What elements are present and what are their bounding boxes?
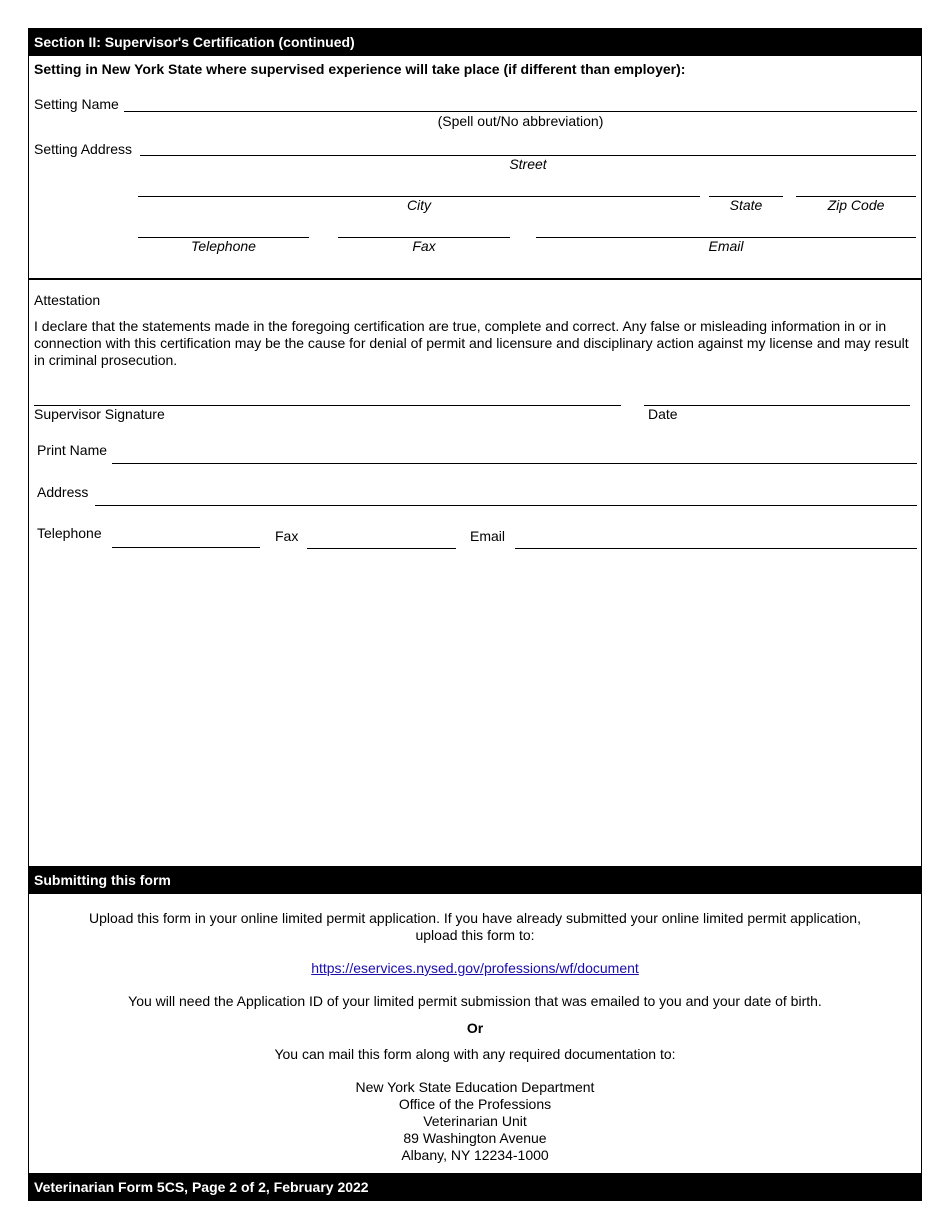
mail-instructions: You can mail this form along with any required documentation to:: [274, 1046, 676, 1062]
section-header: Section II: Supervisor's Certification (continued): [28, 28, 922, 56]
city-caption: City: [406, 197, 432, 213]
fax-label: Fax: [275, 528, 299, 544]
address-line: 89 Washington Avenue: [403, 1130, 547, 1146]
date-field[interactable]: [644, 405, 910, 406]
setting-name-label: Setting Name: [34, 96, 119, 112]
email-label: Email: [470, 528, 506, 544]
address-line: Albany, NY 12234-1000: [401, 1147, 549, 1163]
address-line: Office of the Professions: [398, 1096, 552, 1112]
form-footer: Veterinarian Form 5CS, Page 2 of 2, February 2022: [28, 1173, 922, 1201]
date-label: Date: [648, 406, 678, 422]
state-caption: State: [729, 197, 763, 213]
attestation-title: Attestation: [34, 292, 101, 308]
upload-link[interactable]: https://eservices.nysed.gov/professions/wf/document: [311, 960, 639, 976]
telephone-field[interactable]: [112, 547, 260, 548]
fax-field[interactable]: [307, 548, 456, 549]
street-caption: Street: [509, 156, 547, 172]
mailing-address: [28, 1079, 922, 1164]
print-name-label: Print Name: [37, 442, 108, 458]
address-label: Address: [37, 484, 89, 500]
address-line: Veterinarian Unit: [423, 1113, 527, 1129]
signature-label: Supervisor Signature: [34, 406, 165, 422]
address-line: New York State Education Department: [355, 1079, 595, 1095]
setting-name-caption: (Spell out/No abbreviation): [437, 113, 604, 129]
setting-heading: Setting in New York State where supervised experience will take place (if different than employer):: [34, 61, 686, 77]
application-id-note: You will need the Application ID of your limited permit submission that was emailed to you and your date of birth.: [128, 993, 822, 1009]
setting-telephone-caption: Telephone: [191, 238, 256, 254]
section-divider: [28, 278, 922, 280]
setting-address-label: Setting Address: [34, 141, 133, 157]
zip-code-caption: Zip Code: [827, 197, 885, 213]
upload-instructions: Upload this form in your online limited permit application. If you have already submitted your online limited permit application, upload this form to:: [89, 910, 861, 943]
setting-fax-caption: Fax: [412, 238, 436, 254]
or-separator: Or: [466, 1020, 484, 1036]
attestation-statement: I declare that the statements made in the foregoing certification are true, complete and correct. Any false or misleading information in or in connection with this certification may be the cause for denial of permit and licensure and disciplinary action against my license and may result in criminal prosecution.: [34, 318, 909, 368]
print-name-field[interactable]: [112, 463, 917, 464]
submitting-header: Submitting this form: [28, 866, 922, 894]
email-field[interactable]: [515, 548, 917, 549]
telephone-label: Telephone: [37, 525, 102, 541]
setting-name-field[interactable]: [124, 111, 917, 112]
address-field[interactable]: [95, 505, 917, 506]
setting-email-caption: Email: [708, 238, 744, 254]
